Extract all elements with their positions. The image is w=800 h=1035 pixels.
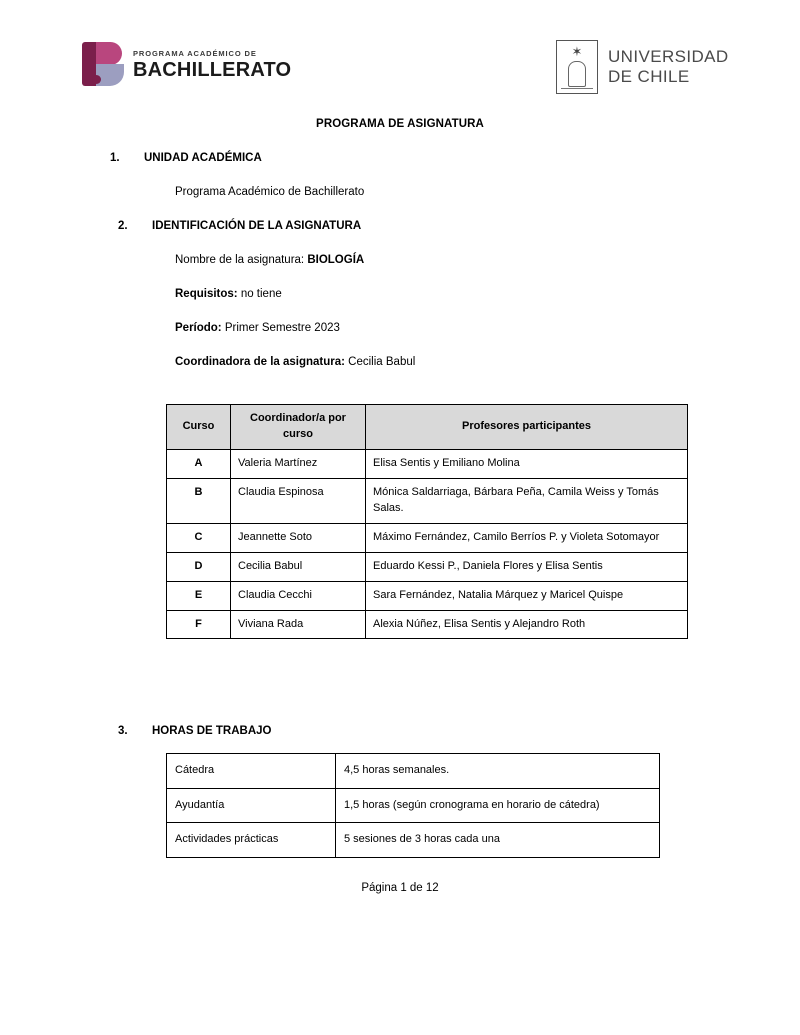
cell-profesores: Máximo Fernández, Camilo Berríos P. y Violeta Sotomayor <box>366 523 688 552</box>
bachillerato-logo-line2: BACHILLERATO <box>133 58 292 81</box>
coordinadora-label: Coordinadora de la asignatura: <box>175 356 345 368</box>
table-row <box>167 449 688 478</box>
cell-profesores: Mónica Saldarriaga, Bárbara Peña, Camila Weiss y Tomás Salas. <box>366 478 688 523</box>
cell-coordinador: Viviana Rada <box>231 610 366 639</box>
section-1-label: UNIDAD ACADÉMICA <box>144 152 262 164</box>
requisitos-row <box>175 288 800 300</box>
page-header <box>0 0 800 110</box>
university-crest-icon: ✶ <box>556 40 598 94</box>
cell-profesores: Alexia Núñez, Elisa Sentis y Alejandro Roth <box>366 610 688 639</box>
section-2-label: IDENTIFICACIÓN DE LA ASIGNATURA <box>152 220 362 232</box>
cell-hours-label: Cátedra <box>167 754 336 788</box>
courses-table <box>166 404 688 639</box>
asignatura-nombre-value: BIOLOGÍA <box>307 254 365 266</box>
table-row <box>167 754 660 788</box>
table-row <box>167 523 688 552</box>
table-header-row <box>167 405 688 450</box>
cell-profesores: Eduardo Kessi P., Daniela Flores y Elisa Sentis <box>366 552 688 581</box>
hours-table <box>166 753 660 857</box>
universidad-logo-line2: DE CHILE <box>608 67 690 86</box>
coordinadora-row <box>175 356 800 368</box>
section-2-number: 2. <box>118 220 128 232</box>
cell-hours-label: Actividades prácticas <box>167 823 336 857</box>
section-3-heading <box>0 725 800 737</box>
section-1-heading <box>0 152 800 164</box>
page-title: PROGRAMA DE ASIGNATURA <box>316 118 484 130</box>
cell-curso: D <box>167 552 231 581</box>
bachillerato-logo-line1: PROGRAMA ACADÉMICO DE <box>133 48 257 58</box>
cell-curso: C <box>167 523 231 552</box>
cell-coordinador: Cecilia Babul <box>231 552 366 581</box>
cell-coordinador: Valeria Martínez <box>231 449 366 478</box>
cell-curso: E <box>167 581 231 610</box>
cell-profesores: Sara Fernández, Natalia Márquez y Maricel Quispe <box>366 581 688 610</box>
table-row <box>167 610 688 639</box>
universidad-de-chile-logo <box>556 40 729 94</box>
column-header-profesores: Profesores participantes <box>366 405 688 450</box>
cell-hours-value: 5 sesiones de 3 horas cada una <box>336 823 660 857</box>
section-2-heading <box>0 220 800 232</box>
table-row <box>167 823 660 857</box>
section-3-number: 3. <box>118 725 128 738</box>
asignatura-nombre-row <box>175 254 800 266</box>
table-row <box>167 552 688 581</box>
cell-coordinador: Claudia Espinosa <box>231 478 366 523</box>
cell-coordinador: Claudia Cecchi <box>231 581 366 610</box>
column-header-coordinador: Coordinador/a por curso <box>231 405 366 450</box>
section-3-label: HORAS DE TRABAJO <box>152 725 272 738</box>
section-1-number: 1. <box>110 152 120 164</box>
cell-curso: F <box>167 610 231 639</box>
table-row <box>167 478 688 523</box>
cell-curso: B <box>167 478 231 523</box>
asignatura-nombre-label: Nombre de la asignatura: <box>175 254 308 266</box>
requisitos-label: Requisitos: <box>175 288 238 300</box>
section-1-body: Programa Académico de Bachillerato <box>175 186 365 198</box>
table-row <box>167 581 688 610</box>
universidad-logo-line1: UNIVERSIDAD <box>608 46 729 66</box>
coordinadora-value: Cecilia Babul <box>344 356 416 368</box>
column-header-curso: Curso <box>167 405 231 450</box>
page-footer: Página 1 de 12 <box>361 881 439 894</box>
bachillerato-logo <box>82 42 291 86</box>
bachillerato-logo-icon <box>82 42 124 86</box>
cell-coordinador: Jeannette Soto <box>231 523 366 552</box>
cell-profesores: Elisa Sentis y Emiliano Molina <box>366 449 688 478</box>
requisitos-value: no tiene <box>237 288 282 300</box>
cell-hours-value: 4,5 horas semanales. <box>336 754 660 788</box>
periodo-value: Primer Semestre 2023 <box>221 322 340 334</box>
periodo-label: Período: <box>175 322 222 334</box>
cell-hours-value: 1,5 horas (según cronograma en horario de cátedra) <box>336 788 660 822</box>
periodo-row <box>175 322 800 334</box>
cell-curso: A <box>167 449 231 478</box>
cell-hours-label: Ayudantía <box>167 788 336 822</box>
table-row <box>167 788 660 822</box>
